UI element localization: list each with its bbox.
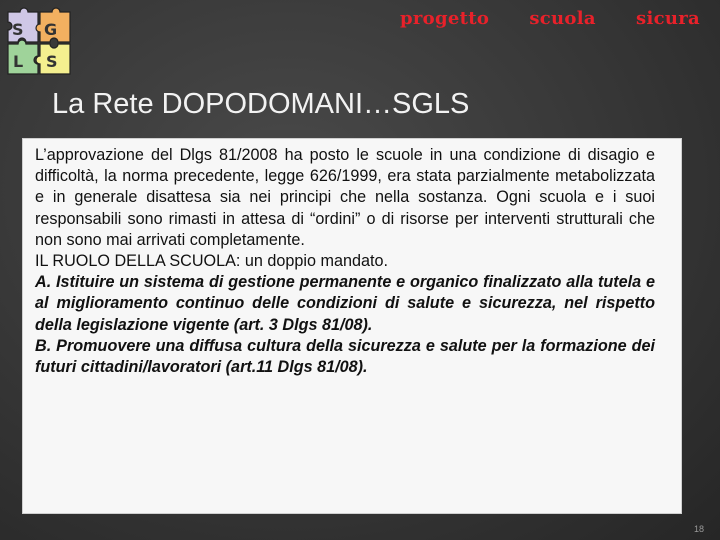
header-word-3: sicura [636, 8, 700, 29]
svg-text:S: S [12, 20, 24, 39]
svg-text:L: L [13, 52, 24, 71]
role-heading: IL RUOLO DELLA SCUOLA: un doppio mandato. [35, 252, 389, 271]
header-word-1: progetto [400, 8, 490, 29]
intro-paragraph: L’approvazione del Dlgs 81/2008 ha posto le scuole in una condizione di disagio e difficoltà, la norma precedente, legge 626/1999, era stata parzialmente metabolizzata e in generale disattesa sia nei principi che nella sostanza. Ogni scuola e i suoi responsabili sono rimasti in attesa di “ordini” o di risorse per interventi strutturali che non sono mai arrivati completamente. [35, 146, 655, 249]
header-tagline [400, 8, 700, 29]
page-number: 18 [693, 524, 704, 534]
slide-title: La Rete DOPODOMANI…SGLS [52, 88, 470, 120]
mandate-item-a: A. Istituire un sistema di gestione permanente e organico finalizzato alla tutela e al miglioramento continuo delle condizioni di salute e sicurezza, nel rispetto della legislazione vigente (art. 3 Dlgs 81/08). [35, 273, 655, 334]
svg-text:G: G [44, 20, 58, 39]
mandate-item-b: B. Promuovere una diffusa cultura della sicurezza e salute per la formazione dei futuri cittadini/lavoratori (art.11 Dlgs 81/08). [35, 336, 655, 377]
puzzle-pieces-icon [2, 4, 76, 80]
content-box [22, 138, 682, 514]
header-word-2: scuola [529, 8, 596, 29]
svg-text:S: S [46, 52, 58, 71]
